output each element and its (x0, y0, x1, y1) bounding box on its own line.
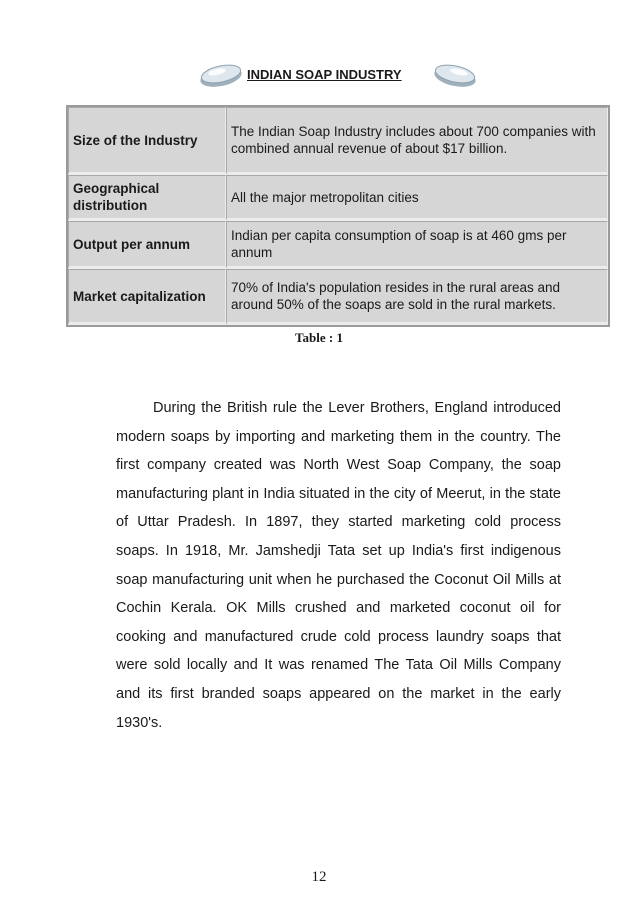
row-value: The Indian Soap Industry includes about 700 companies with combined annual revenue of about $17 billion. (226, 107, 608, 175)
soap-bar-icon (198, 60, 244, 90)
row-label: Market capitalization (68, 269, 226, 325)
row-label: Output per annum (68, 221, 226, 269)
table-row (68, 269, 608, 325)
row-value: All the major metropolitan cities (226, 175, 608, 221)
row-value: 70% of India's population resides in the rural areas and around 50% of the soaps are sold in the rural markets. (226, 269, 608, 325)
page-heading (0, 60, 638, 96)
body-paragraph: During the British rule the Lever Brothers, England introduced modern soaps by importing and marketing them in the country. The first company created was North West Soap Company, the soap manufacturing plant in India situated in the city of Meerut, in the state of Uttar Pradesh. In 1897, they started marketing cold process soaps. In 1918, Mr. Jamshedji Tata set up India's first indigenous soap manufacturing unit when he purchased the Coconut Oil Mills at Cochin Kerala. OK Mills crushed and marketed coconut oil for cooking and manufactured crude cold process laundry soaps that were sold locally and It was renamed The Tata Oil Mills Company and its first branded soaps appeared on the market in the early 1930's. (116, 400, 561, 731)
page-number: 12 (311, 869, 327, 885)
table-row (68, 107, 608, 175)
table-row (68, 221, 608, 269)
industry-table (66, 105, 610, 327)
soap-bar-icon (432, 60, 478, 90)
row-label: Size of the Industry (68, 107, 226, 175)
table-row (68, 175, 608, 221)
page-title: INDIAN SOAP INDUSTRY (247, 67, 402, 82)
row-label: Geographical distribution (68, 175, 226, 221)
table-caption: Table : 1 (295, 330, 343, 345)
row-value: Indian per capita consumption of soap is at 460 gms per annum (226, 221, 608, 269)
